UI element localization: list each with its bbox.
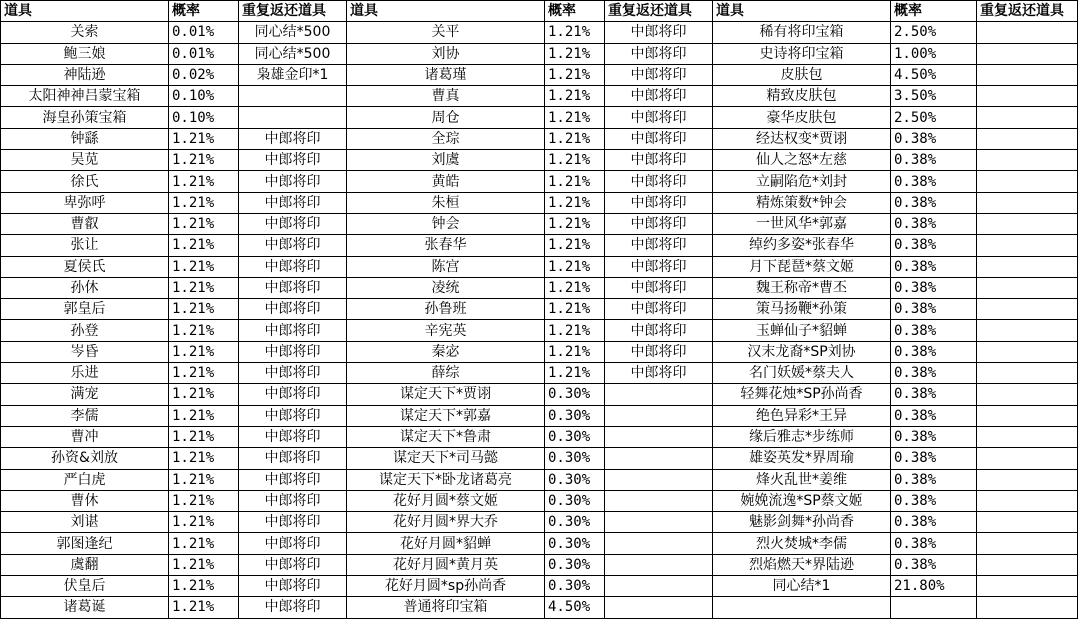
rate-cell: 1.21% <box>169 320 239 341</box>
table-row <box>1 277 1078 298</box>
refund-cell: 中郎将印 <box>239 597 347 618</box>
item-cell: 玉蝉仙子*貂蝉 <box>713 320 891 341</box>
refund-cell <box>605 426 713 447</box>
refund-cell: 中郎将印 <box>605 171 713 192</box>
item-cell: 满宠 <box>1 384 169 405</box>
refund-cell: 中郎将印 <box>605 107 713 128</box>
item-cell: 烈焰燃天*界陆逊 <box>713 554 891 575</box>
header-rate-1: 概率 <box>169 1 239 22</box>
header-row <box>1 1 1078 22</box>
item-cell: 海皇孙策宝箱 <box>1 107 169 128</box>
item-cell: 徐氏 <box>1 171 169 192</box>
item-cell: 雄姿英发*界周瑜 <box>713 448 891 469</box>
item-cell: 关索 <box>1 22 169 43</box>
rate-cell: 1.21% <box>545 299 605 320</box>
refund-cell: 中郎将印 <box>239 150 347 171</box>
item-cell: 绰约多姿*张春华 <box>713 235 891 256</box>
item-cell: 策马扬鞭*孙策 <box>713 299 891 320</box>
item-cell: 郭皇后 <box>1 299 169 320</box>
item-cell: 陈宫 <box>347 256 545 277</box>
item-cell: 刘虞 <box>347 150 545 171</box>
table-row <box>1 469 1078 490</box>
refund-cell <box>977 384 1078 405</box>
item-cell: 孙资&刘放 <box>1 448 169 469</box>
rate-cell: 1.21% <box>545 341 605 362</box>
rate-cell: 1.21% <box>169 405 239 426</box>
item-cell: 夏侯氏 <box>1 256 169 277</box>
refund-cell <box>605 576 713 597</box>
item-cell: 普通将印宝箱 <box>347 597 545 618</box>
refund-cell <box>977 107 1078 128</box>
item-cell: 花好月圆*貂蝉 <box>347 533 545 554</box>
refund-cell <box>977 150 1078 171</box>
item-cell: 钟繇 <box>1 128 169 149</box>
item-cell: 轻舞花烛*SP孙尚香 <box>713 384 891 405</box>
rate-cell: 0.30% <box>545 533 605 554</box>
item-cell: 神陆逊 <box>1 64 169 85</box>
item-cell: 仙人之怒*左慈 <box>713 150 891 171</box>
rate-cell: 1.21% <box>545 86 605 107</box>
item-cell: 立嗣陷危*刘封 <box>713 171 891 192</box>
item-cell: 钟会 <box>347 213 545 234</box>
rate-cell: 0.38% <box>891 554 977 575</box>
rate-cell: 0.30% <box>545 426 605 447</box>
refund-cell <box>977 43 1078 64</box>
refund-cell <box>977 341 1078 362</box>
refund-cell <box>605 405 713 426</box>
item-cell: 名门妖媛*蔡夫人 <box>713 363 891 384</box>
rate-cell: 1.21% <box>169 256 239 277</box>
rate-cell: 0.38% <box>891 277 977 298</box>
item-cell: 卑弥呼 <box>1 192 169 213</box>
item-cell: 诸葛瑾 <box>347 64 545 85</box>
item-cell: 虞翻 <box>1 554 169 575</box>
refund-cell <box>239 86 347 107</box>
refund-cell <box>977 277 1078 298</box>
refund-cell: 中郎将印 <box>605 43 713 64</box>
refund-cell: 中郎将印 <box>239 235 347 256</box>
header-item-2: 道具 <box>347 1 545 22</box>
table-row <box>1 533 1078 554</box>
rate-cell: 0.38% <box>891 213 977 234</box>
rate-cell: 0.38% <box>891 150 977 171</box>
item-cell: 谋定天下*鲁肃 <box>347 426 545 447</box>
item-cell: 辛宪英 <box>347 320 545 341</box>
refund-cell: 中郎将印 <box>605 341 713 362</box>
refund-cell <box>977 64 1078 85</box>
refund-cell: 中郎将印 <box>239 128 347 149</box>
item-cell: 史诗将印宝箱 <box>713 43 891 64</box>
refund-cell: 中郎将印 <box>239 213 347 234</box>
table-row <box>1 192 1078 213</box>
header-refund-3: 重复返还道具 <box>977 1 1078 22</box>
refund-cell: 中郎将印 <box>239 405 347 426</box>
refund-cell <box>977 256 1078 277</box>
rate-cell: 1.21% <box>545 64 605 85</box>
table-row <box>1 576 1078 597</box>
table-row <box>1 299 1078 320</box>
refund-cell: 中郎将印 <box>239 363 347 384</box>
rate-cell: 1.21% <box>169 384 239 405</box>
table-row <box>1 213 1078 234</box>
table-row <box>1 384 1078 405</box>
refund-cell: 中郎将印 <box>239 533 347 554</box>
rate-cell: 1.21% <box>545 128 605 149</box>
item-cell: 花好月圆*蔡文姬 <box>347 490 545 511</box>
refund-cell: 中郎将印 <box>605 150 713 171</box>
rate-cell: 1.21% <box>169 554 239 575</box>
item-cell: 关平 <box>347 22 545 43</box>
rate-cell: 1.21% <box>169 490 239 511</box>
item-cell: 孙登 <box>1 320 169 341</box>
item-cell: 花好月圆*界大乔 <box>347 512 545 533</box>
refund-cell: 中郎将印 <box>239 448 347 469</box>
refund-cell: 中郎将印 <box>239 576 347 597</box>
item-cell: 谋定天下*郭嘉 <box>347 405 545 426</box>
refund-cell: 中郎将印 <box>605 192 713 213</box>
refund-cell: 同心结*500 <box>239 43 347 64</box>
item-cell: 周仓 <box>347 107 545 128</box>
rate-cell: 0.01% <box>169 43 239 64</box>
item-cell: 李儒 <box>1 405 169 426</box>
table-row <box>1 363 1078 384</box>
refund-cell <box>977 448 1078 469</box>
rate-cell: 1.21% <box>545 171 605 192</box>
refund-cell <box>977 533 1078 554</box>
item-cell: 吴苋 <box>1 150 169 171</box>
item-cell: 曹真 <box>347 86 545 107</box>
header-item-3: 道具 <box>713 1 891 22</box>
item-cell: 郭图逢纪 <box>1 533 169 554</box>
rate-cell <box>891 597 977 618</box>
item-cell: 缘后雅志*步练师 <box>713 426 891 447</box>
rate-cell: 0.38% <box>891 426 977 447</box>
table-row <box>1 150 1078 171</box>
rate-cell: 0.38% <box>891 171 977 192</box>
rate-cell: 0.38% <box>891 490 977 511</box>
rate-cell: 1.21% <box>169 277 239 298</box>
item-cell: 曹休 <box>1 490 169 511</box>
item-cell: 乐进 <box>1 363 169 384</box>
item-cell: 月下琵琶*蔡文姬 <box>713 256 891 277</box>
table-row <box>1 43 1078 64</box>
refund-cell <box>977 320 1078 341</box>
refund-cell: 中郎将印 <box>239 192 347 213</box>
item-cell: 精致皮肤包 <box>713 86 891 107</box>
item-cell: 曹叡 <box>1 213 169 234</box>
rate-cell: 1.21% <box>545 320 605 341</box>
rate-cell: 0.38% <box>891 384 977 405</box>
table-row <box>1 171 1078 192</box>
item-cell: 皮肤包 <box>713 64 891 85</box>
rate-cell: 0.38% <box>891 363 977 384</box>
refund-cell <box>977 576 1078 597</box>
table-row <box>1 341 1078 362</box>
refund-cell: 中郎将印 <box>239 490 347 511</box>
rate-cell: 0.10% <box>169 86 239 107</box>
refund-cell <box>977 405 1078 426</box>
refund-cell: 中郎将印 <box>239 299 347 320</box>
rate-cell: 1.21% <box>545 277 605 298</box>
table-row <box>1 448 1078 469</box>
refund-cell: 中郎将印 <box>605 299 713 320</box>
item-cell: 婉娩流逸*SP蔡文姬 <box>713 490 891 511</box>
refund-cell: 中郎将印 <box>239 341 347 362</box>
item-cell: 汉末龙裔*SP刘协 <box>713 341 891 362</box>
table-row <box>1 554 1078 575</box>
table-row <box>1 597 1078 618</box>
header-item-1: 道具 <box>1 1 169 22</box>
refund-cell: 中郎将印 <box>605 363 713 384</box>
rate-cell: 1.21% <box>169 469 239 490</box>
item-cell: 曹冲 <box>1 426 169 447</box>
rate-cell: 1.21% <box>169 192 239 213</box>
rate-cell: 4.50% <box>545 597 605 618</box>
table-row <box>1 405 1078 426</box>
rate-cell: 2.50% <box>891 22 977 43</box>
item-cell: 全琮 <box>347 128 545 149</box>
item-cell: 烽火乱世*姜维 <box>713 469 891 490</box>
rate-cell: 0.38% <box>891 469 977 490</box>
rate-cell: 0.30% <box>545 554 605 575</box>
refund-cell <box>605 448 713 469</box>
rate-cell: 1.21% <box>545 107 605 128</box>
rate-cell: 1.21% <box>169 363 239 384</box>
refund-cell: 中郎将印 <box>239 469 347 490</box>
rate-cell: 0.38% <box>891 235 977 256</box>
rate-cell: 0.38% <box>891 320 977 341</box>
item-cell: 朱桓 <box>347 192 545 213</box>
item-cell: 刘协 <box>347 43 545 64</box>
item-cell: 伏皇后 <box>1 576 169 597</box>
header-rate-3: 概率 <box>891 1 977 22</box>
rate-cell: 0.38% <box>891 405 977 426</box>
item-cell: 严白虎 <box>1 469 169 490</box>
rate-cell: 0.38% <box>891 533 977 554</box>
item-cell: 烈火焚城*李儒 <box>713 533 891 554</box>
rate-cell: 0.38% <box>891 512 977 533</box>
rate-cell: 1.21% <box>545 256 605 277</box>
rate-cell: 1.21% <box>545 235 605 256</box>
table-row <box>1 426 1078 447</box>
refund-cell: 中郎将印 <box>239 171 347 192</box>
rate-cell: 1.21% <box>169 597 239 618</box>
refund-cell: 中郎将印 <box>605 86 713 107</box>
item-cell: 经达权变*贾诩 <box>713 128 891 149</box>
refund-cell: 中郎将印 <box>239 384 347 405</box>
table-row <box>1 490 1078 511</box>
item-cell: 魏王称帝*曹丕 <box>713 277 891 298</box>
refund-cell <box>977 512 1078 533</box>
refund-cell: 中郎将印 <box>239 426 347 447</box>
refund-cell: 中郎将印 <box>239 554 347 575</box>
rate-cell: 0.38% <box>891 448 977 469</box>
rate-cell: 21.80% <box>891 576 977 597</box>
table-row <box>1 256 1078 277</box>
refund-cell <box>977 235 1078 256</box>
item-cell: 孙休 <box>1 277 169 298</box>
rate-cell: 0.02% <box>169 64 239 85</box>
rate-cell: 0.30% <box>545 405 605 426</box>
refund-cell: 中郎将印 <box>605 128 713 149</box>
item-cell <box>713 597 891 618</box>
refund-cell <box>239 107 347 128</box>
refund-cell <box>977 86 1078 107</box>
rate-cell: 0.38% <box>891 299 977 320</box>
header-refund-2: 重复返还道具 <box>605 1 713 22</box>
rate-cell: 1.21% <box>169 171 239 192</box>
refund-cell <box>977 171 1078 192</box>
rate-cell: 1.21% <box>545 192 605 213</box>
item-cell: 薛综 <box>347 363 545 384</box>
rate-cell: 1.21% <box>545 213 605 234</box>
refund-cell <box>977 490 1078 511</box>
rate-cell: 0.30% <box>545 490 605 511</box>
item-cell: 精炼策数*钟会 <box>713 192 891 213</box>
refund-cell: 中郎将印 <box>239 277 347 298</box>
table-row <box>1 128 1078 149</box>
rate-cell: 4.50% <box>891 64 977 85</box>
rate-cell: 1.21% <box>545 150 605 171</box>
refund-cell: 枭雄金印*1 <box>239 64 347 85</box>
item-cell: 太阳神神吕蒙宝箱 <box>1 86 169 107</box>
rate-cell: 1.21% <box>169 426 239 447</box>
rate-cell: 0.30% <box>545 448 605 469</box>
rate-cell: 0.38% <box>891 341 977 362</box>
refund-cell <box>977 469 1078 490</box>
item-cell: 谋定天下*贾诩 <box>347 384 545 405</box>
rate-cell: 1.21% <box>545 43 605 64</box>
rate-cell: 1.21% <box>169 341 239 362</box>
item-cell: 稀有将印宝箱 <box>713 22 891 43</box>
item-cell: 诸葛诞 <box>1 597 169 618</box>
rate-cell: 1.21% <box>169 213 239 234</box>
item-cell: 一世风华*郭嘉 <box>713 213 891 234</box>
refund-cell: 中郎将印 <box>605 213 713 234</box>
refund-cell <box>977 128 1078 149</box>
rate-cell: 2.50% <box>891 107 977 128</box>
item-cell: 魅影剑舞*孙尚香 <box>713 512 891 533</box>
rate-cell: 0.30% <box>545 512 605 533</box>
rate-cell: 0.38% <box>891 192 977 213</box>
refund-cell <box>605 554 713 575</box>
rate-cell: 1.21% <box>169 150 239 171</box>
table-body <box>1 22 1078 618</box>
header-refund-1: 重复返还道具 <box>239 1 347 22</box>
rate-cell: 0.30% <box>545 469 605 490</box>
refund-cell <box>605 597 713 618</box>
item-cell: 张春华 <box>347 235 545 256</box>
refund-cell: 中郎将印 <box>239 512 347 533</box>
item-cell: 秦宓 <box>347 341 545 362</box>
item-cell: 刘谌 <box>1 512 169 533</box>
rate-cell: 1.21% <box>169 576 239 597</box>
refund-cell: 同心结*500 <box>239 22 347 43</box>
rate-cell: 0.10% <box>169 107 239 128</box>
refund-cell <box>605 533 713 554</box>
refund-cell: 中郎将印 <box>239 320 347 341</box>
refund-cell: 中郎将印 <box>605 22 713 43</box>
rate-cell: 0.30% <box>545 576 605 597</box>
refund-cell <box>977 363 1078 384</box>
table-row <box>1 64 1078 85</box>
item-cell: 谋定天下*司马懿 <box>347 448 545 469</box>
table-row <box>1 320 1078 341</box>
refund-cell <box>977 22 1078 43</box>
refund-cell <box>977 213 1078 234</box>
refund-cell <box>977 192 1078 213</box>
item-cell: 同心结*1 <box>713 576 891 597</box>
rate-cell: 1.21% <box>169 235 239 256</box>
rate-cell: 1.00% <box>891 43 977 64</box>
table-row <box>1 107 1078 128</box>
item-cell: 豪华皮肤包 <box>713 107 891 128</box>
refund-cell: 中郎将印 <box>605 256 713 277</box>
refund-cell <box>605 490 713 511</box>
refund-cell: 中郎将印 <box>605 64 713 85</box>
item-cell: 凌统 <box>347 277 545 298</box>
item-cell: 花好月圆*sp孙尚香 <box>347 576 545 597</box>
table-row <box>1 22 1078 43</box>
refund-cell <box>977 554 1078 575</box>
refund-cell <box>605 469 713 490</box>
table-row <box>1 512 1078 533</box>
rate-cell: 0.01% <box>169 22 239 43</box>
header-rate-2: 概率 <box>545 1 605 22</box>
item-cell: 孙鲁班 <box>347 299 545 320</box>
table-row <box>1 86 1078 107</box>
rate-cell: 0.38% <box>891 256 977 277</box>
rate-cell: 1.21% <box>545 363 605 384</box>
item-cell: 岑昏 <box>1 341 169 362</box>
rate-cell: 1.21% <box>169 448 239 469</box>
refund-cell <box>977 597 1078 618</box>
item-cell: 黄皓 <box>347 171 545 192</box>
refund-cell: 中郎将印 <box>605 277 713 298</box>
rate-cell: 1.21% <box>169 299 239 320</box>
refund-cell: 中郎将印 <box>239 256 347 277</box>
item-cell: 谋定天下*卧龙诸葛亮 <box>347 469 545 490</box>
rate-cell: 0.38% <box>891 128 977 149</box>
rate-cell: 1.21% <box>169 533 239 554</box>
table-row <box>1 235 1078 256</box>
refund-cell <box>605 512 713 533</box>
rate-cell: 1.21% <box>545 22 605 43</box>
item-cell: 鲍三娘 <box>1 43 169 64</box>
item-cell: 绝色异彩*王异 <box>713 405 891 426</box>
rate-cell: 0.30% <box>545 384 605 405</box>
refund-cell <box>977 426 1078 447</box>
item-cell: 张让 <box>1 235 169 256</box>
item-cell: 花好月圆*黄月英 <box>347 554 545 575</box>
rate-cell: 3.50% <box>891 86 977 107</box>
rate-cell: 1.21% <box>169 512 239 533</box>
refund-cell: 中郎将印 <box>605 320 713 341</box>
refund-cell: 中郎将印 <box>605 235 713 256</box>
refund-cell <box>977 299 1078 320</box>
rate-cell: 1.21% <box>169 128 239 149</box>
refund-cell <box>605 384 713 405</box>
